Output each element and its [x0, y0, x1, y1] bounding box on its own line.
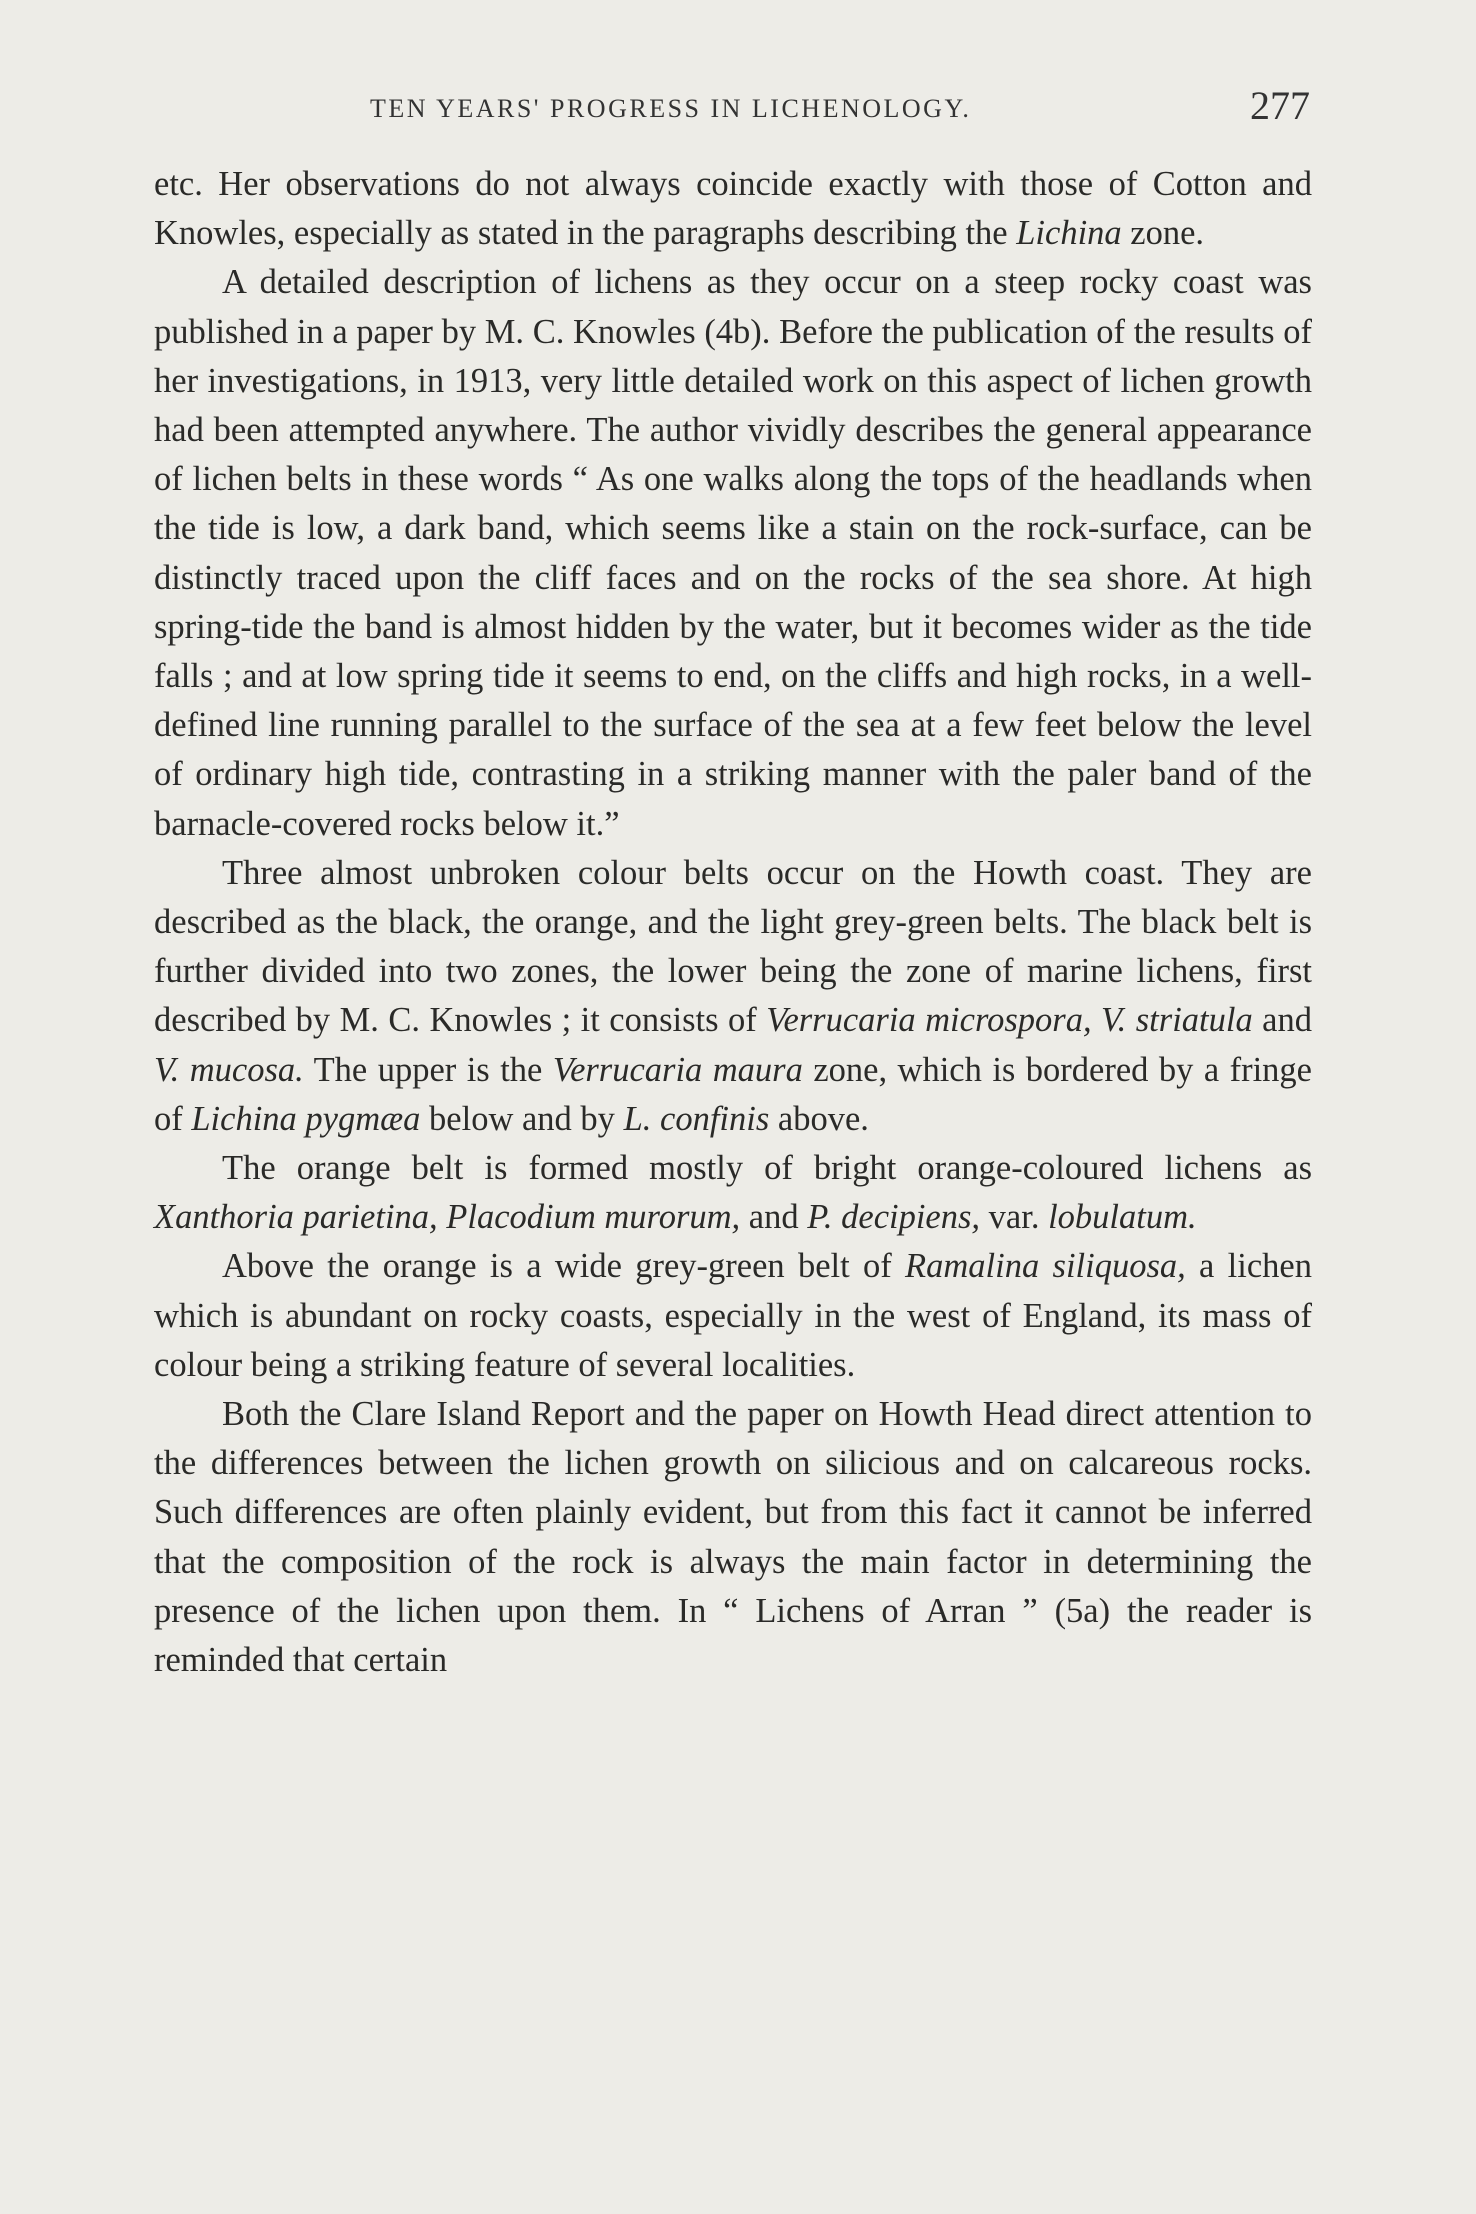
- body-text: [154, 160, 1312, 1685]
- text-run: var.: [980, 1198, 1049, 1237]
- italic-text: Lichina: [1016, 214, 1122, 253]
- page-header: [150, 82, 1310, 142]
- paragraph: [154, 1390, 1312, 1685]
- text-run: Three almost unbroken colour belts occur on the Howth coast. They are described as the black, the orange, and the light grey-green belts. The black belt is further divided into two zones, the lower being the zone of marine lichens, first described by M. C. Knowles ; it consists of: [154, 853, 1312, 1040]
- text-run: a lichen which is abundant on rocky coasts, especially in the west of England, its mass of colour being a striking feature of several localities.: [154, 1247, 1312, 1384]
- paragraph: [154, 160, 1312, 258]
- text-run: Above the orange is a wide grey-green belt of: [222, 1247, 906, 1286]
- italic-text: Verrucaria maura: [552, 1050, 803, 1089]
- italic-text: lobulatum.: [1048, 1198, 1197, 1237]
- text-run: Both the Clare Island Report and the paper on Howth Head direct attention to the differences between the lichen growth on silicious and on calcareous rocks. Such differences are often plainly evident, but from this fact it cannot be inferred that the composition of the rock is always the main factor in determining the presence of the lichen upon them. In “ Lichens of Arran ” (5a) the reader is reminded that certain: [154, 1395, 1312, 1680]
- paragraph: [154, 849, 1312, 1144]
- text-run: A detailed description of lichens as they occur on a steep rocky coast was published in a paper by M. C. Knowles (4b). Before the publication of the results of her investigations, in 1913, very little detailed work on this aspect of lichen growth had been attempted anywhere. The author vividly describes the general appearance of lichen belts in these words “ As one walks along the tops of the headlands when the tide is low, a dark band, which seems like a stain on the rock-surface, can be distinctly traced upon the cliff faces and on the rocks of the sea shore. At high spring-tide the band is almost hidden by the water, but it becomes wider as the tide falls ; and at low spring tide it seems to end, on the cliffs and high rocks, in a well-defined line running parallel to the surface of the sea at a few feet below the level of ordinary high tide, contrasting in a striking manner with the paler band of the barnacle-covered rocks below it.”: [154, 263, 1312, 843]
- text-run: below and by: [420, 1099, 624, 1138]
- text-run: etc. Her observations do not always coincide exactly with those of Cotton and Knowles, especially as stated in the paragraphs describing the: [154, 165, 1312, 253]
- page-number: 277: [1250, 83, 1310, 128]
- paragraph: [154, 1242, 1312, 1390]
- paragraph: [154, 258, 1312, 848]
- text-run: above.: [769, 1099, 869, 1138]
- paragraph: [154, 1144, 1312, 1242]
- text-run: zone, which is bordered by a fringe of: [154, 1050, 1312, 1138]
- text-run: and: [740, 1198, 808, 1237]
- text-run: zone.: [1121, 214, 1205, 253]
- running-title: TEN YEARS' PROGRESS IN LICHENOLOGY.: [370, 94, 972, 123]
- italic-text: P. decipiens,: [807, 1198, 981, 1237]
- text-run: and: [1252, 1001, 1312, 1040]
- italic-text: V. striatula: [1101, 1001, 1253, 1040]
- italic-text: Verrucaria microspora,: [766, 1001, 1092, 1040]
- italic-text: V. mucosa.: [154, 1050, 304, 1089]
- text-run: The upper is the: [303, 1050, 553, 1089]
- text-run: The orange belt is formed mostly of bright orange-coloured lichens as: [222, 1149, 1312, 1188]
- italic-text: Xanthoria parietina, Placodium murorum,: [154, 1198, 741, 1237]
- italic-text: Ramalina siliquosa,: [905, 1247, 1186, 1286]
- italic-text: L. confinis: [623, 1099, 770, 1138]
- italic-text: Lichina pygmæa: [191, 1099, 421, 1138]
- text-run: [1092, 1001, 1101, 1039]
